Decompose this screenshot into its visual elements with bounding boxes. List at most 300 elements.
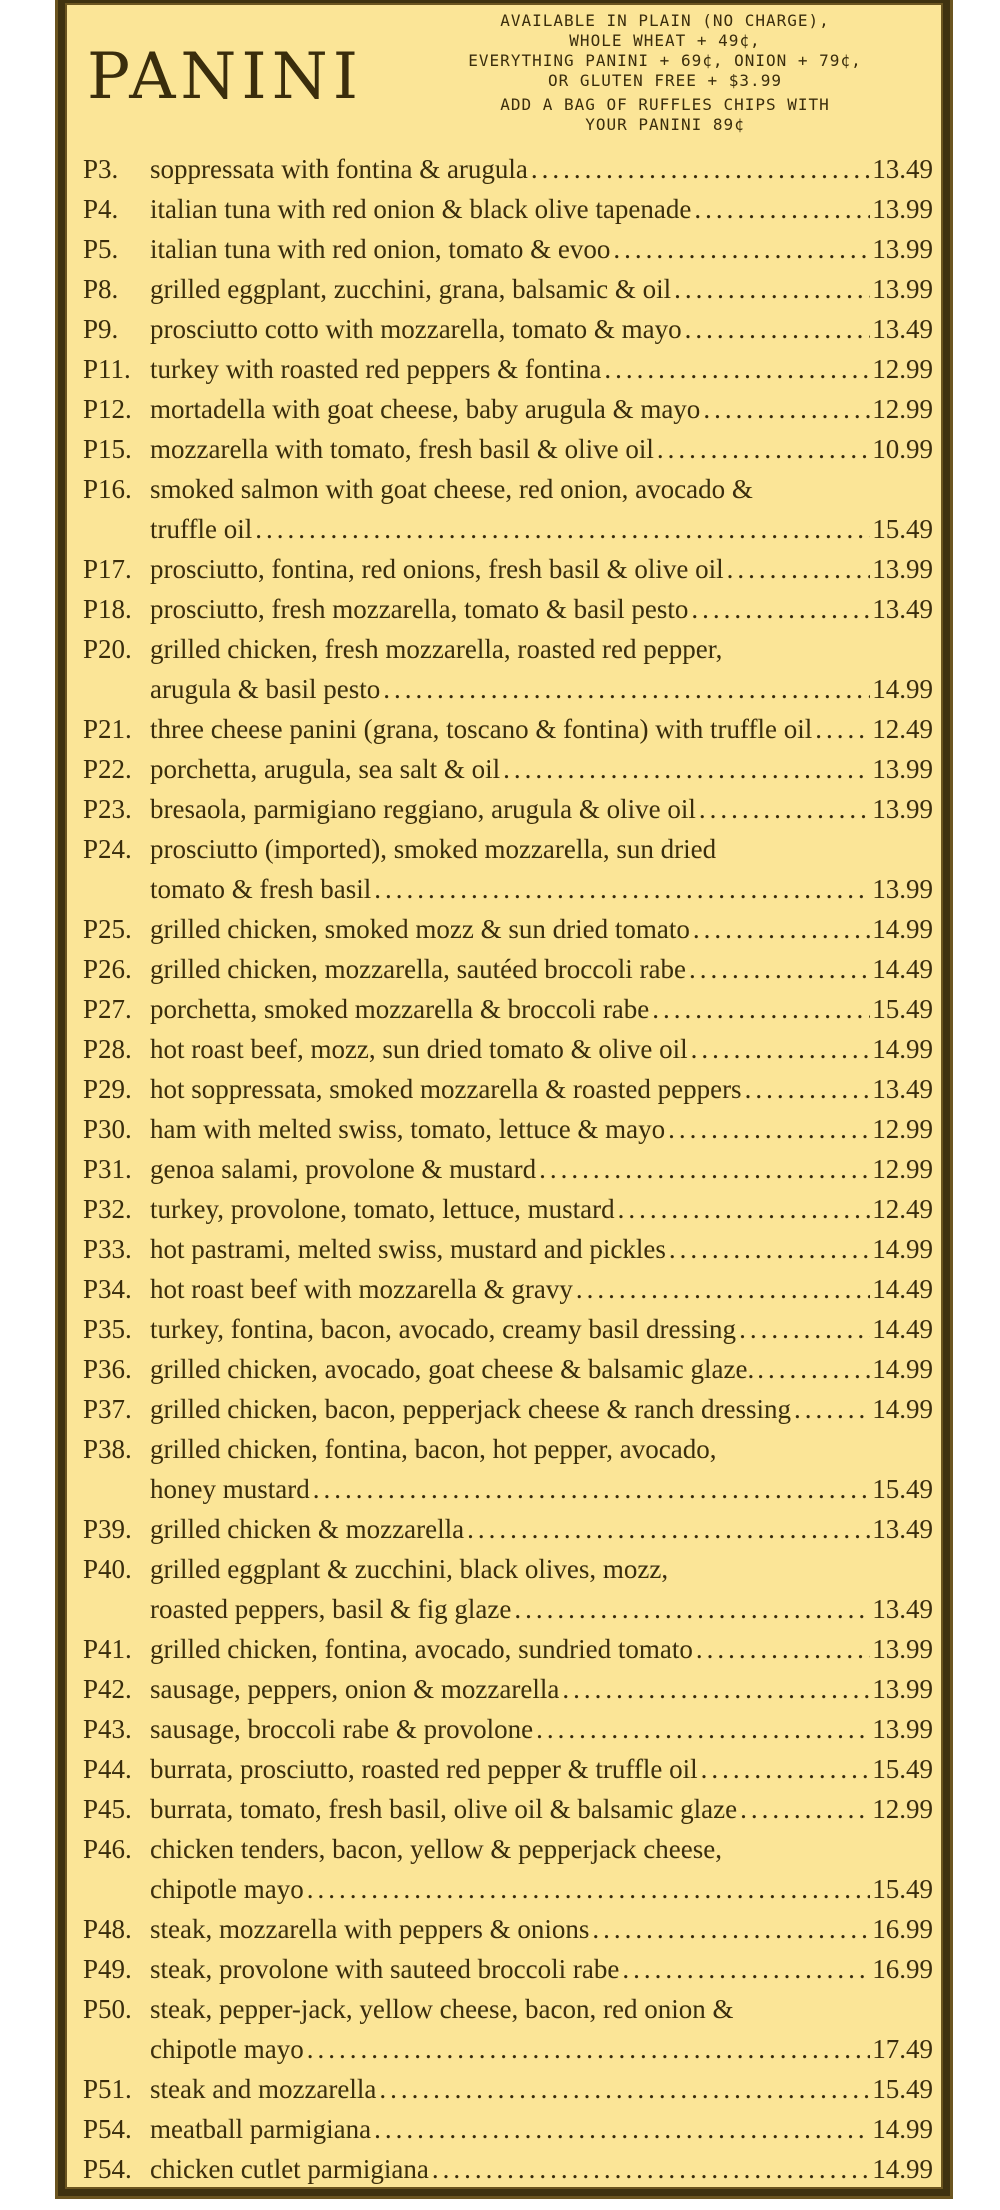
description-text: porchetta, smoked mozzarella & broccoli rabe — [150, 994, 650, 1024]
menu-item — [83, 469, 933, 549]
item-code: P40. — [83, 1554, 132, 1584]
item-price: 13.99 — [872, 194, 933, 224]
description-text: italian tuna with red onion, tomato & evoo — [150, 234, 611, 264]
description-text: sausage, broccoli rabe & provolone — [150, 1714, 534, 1744]
item-description — [150, 1549, 933, 1629]
menu-item — [83, 1309, 933, 1349]
description-text: grilled chicken, avocado, goat cheese & balsamic glaze. — [150, 1354, 755, 1384]
item-code: P35. — [83, 1314, 132, 1344]
menu-item — [83, 429, 933, 469]
description-text: ham with melted swiss, tomato, lettuce & mayo — [150, 1114, 666, 1144]
item-code: P4. — [83, 194, 119, 224]
dot-leader — [500, 749, 870, 789]
menu-item — [83, 1429, 933, 1509]
item-description — [150, 349, 933, 389]
dot-leader — [310, 1469, 871, 1509]
dot-leader — [696, 789, 870, 829]
description-line — [150, 1389, 933, 1429]
dot-leader — [671, 269, 870, 309]
item-code: P20. — [83, 634, 132, 664]
item-description — [150, 909, 933, 949]
dot-leader — [619, 1949, 870, 1989]
menu-item — [83, 1989, 933, 2069]
description-text: arugula & basil pesto — [150, 674, 381, 704]
item-price: 14.99 — [872, 1394, 933, 1424]
item-price: 15.49 — [872, 1474, 933, 1504]
item-code: P48. — [83, 1914, 132, 1944]
description-text: steak, pepper-jack, yellow cheese, bacon, red onion & — [150, 1994, 734, 2024]
item-price: 17.49 — [872, 2034, 933, 2064]
description-line — [150, 789, 933, 829]
item-code: P28. — [83, 1034, 132, 1064]
item-code: P45. — [83, 1794, 132, 1824]
menu-item — [83, 909, 933, 949]
item-price: 13.99 — [872, 1634, 933, 1664]
item-code: P26. — [83, 954, 132, 984]
item-price: 13.49 — [872, 1514, 933, 1544]
description-text: honey mustard — [150, 1474, 310, 1504]
description-line — [150, 1949, 933, 1989]
description-line — [150, 909, 933, 949]
description-line — [150, 1629, 933, 1669]
item-code: P46. — [83, 1834, 132, 1864]
item-code: P29. — [83, 1074, 132, 1104]
dot-leader — [610, 229, 870, 269]
item-price: 13.49 — [872, 154, 933, 184]
description-line — [150, 149, 933, 189]
dot-leader — [688, 589, 870, 629]
item-code: P33. — [83, 1234, 132, 1264]
item-code: P24. — [83, 834, 132, 864]
dot-leader — [688, 1029, 871, 1069]
item-description — [150, 229, 933, 269]
description-line — [150, 1149, 933, 1189]
dot-leader — [812, 709, 870, 749]
item-price: 14.99 — [872, 1234, 933, 1264]
dot-leader — [589, 1909, 870, 1949]
item-description — [150, 469, 933, 549]
item-code: P8. — [83, 274, 119, 304]
description-line — [150, 1109, 933, 1149]
description-line — [150, 509, 933, 549]
description-text: steak and mozzarella — [150, 2074, 377, 2104]
menu-item — [83, 949, 933, 989]
menu-item — [83, 1269, 933, 1309]
menu-item — [83, 1749, 933, 1789]
menu-item — [83, 549, 933, 589]
description-text: burrata, tomato, fresh basil, olive oil & balsamic glaze — [150, 1794, 738, 1824]
description-text: grilled eggplant, zucchini, grana, balsamic & oil — [150, 274, 672, 304]
menu-item — [83, 1029, 933, 1069]
item-code: P25. — [83, 914, 132, 944]
item-price: 14.99 — [872, 1034, 933, 1064]
menu-item — [83, 349, 933, 389]
description-line — [150, 1509, 933, 1549]
item-price: 13.49 — [872, 1594, 933, 1624]
item-price: 14.49 — [872, 954, 933, 984]
dot-leader — [666, 1229, 870, 1269]
item-description — [150, 1789, 933, 1829]
item-description — [150, 1709, 933, 1749]
description-text: hot roast beef with mozzarella & gravy — [150, 1274, 573, 1304]
item-price: 12.99 — [872, 1154, 933, 1184]
dot-leader — [615, 1189, 871, 1229]
description-line — [150, 869, 933, 909]
description-text: prosciutto, fontina, red onions, fresh basil & olive oil — [150, 554, 724, 584]
description-line — [150, 1029, 933, 1069]
description-text: genoa salami, provolone & mustard — [150, 1154, 537, 1184]
menu-item — [83, 1389, 933, 1429]
item-description — [150, 1269, 933, 1309]
description-line — [150, 1789, 933, 1829]
item-description — [150, 949, 933, 989]
menu-panel — [58, 0, 950, 2196]
item-description — [150, 1069, 933, 1109]
item-description — [150, 1949, 933, 1989]
item-price: 15.49 — [872, 514, 933, 544]
item-code: P15. — [83, 434, 132, 464]
item-description — [150, 589, 933, 629]
item-description — [150, 829, 933, 909]
dot-leader — [252, 509, 870, 549]
item-description — [150, 1389, 933, 1429]
description-text: chipotle mayo — [150, 1874, 304, 1904]
description-text: chicken cutlet parmigiana — [150, 2154, 429, 2184]
item-price: 13.99 — [872, 1674, 933, 1704]
menu-item — [83, 389, 933, 429]
description-line — [150, 2069, 933, 2109]
menu-item — [83, 1669, 933, 1709]
dot-leader — [693, 1629, 870, 1669]
description-text: mortadella with goat cheese, baby arugula & mayo — [150, 394, 701, 424]
menu-item — [83, 2069, 933, 2109]
description-line — [150, 229, 933, 269]
menu-item — [83, 309, 933, 349]
item-price: 13.99 — [872, 754, 933, 784]
item-code: P22. — [83, 754, 132, 784]
item-price: 14.99 — [872, 914, 933, 944]
dot-leader — [737, 1789, 870, 1829]
description-line — [150, 549, 933, 589]
description-text: grilled chicken, bacon, pepperjack cheese & ranch dressing — [150, 1394, 791, 1424]
dot-leader — [690, 909, 870, 949]
menu-item — [83, 829, 933, 909]
note-line: AVAILABLE IN PLAIN (NO CHARGE), — [500, 11, 830, 30]
dot-leader — [380, 669, 870, 709]
item-code: P11. — [83, 354, 131, 384]
dot-leader — [559, 1669, 870, 1709]
menu-header — [65, 3, 943, 148]
item-code: P23. — [83, 794, 132, 824]
description-line — [150, 389, 933, 429]
dot-leader — [376, 2069, 870, 2109]
description-line — [150, 589, 933, 629]
dot-leader — [573, 1269, 870, 1309]
description-text: bresaola, parmigiano reggiano, arugula & olive oil — [150, 794, 696, 824]
description-text: grilled chicken, fontina, bacon, hot pepper, avocado, — [150, 1434, 717, 1464]
menu-item — [83, 1509, 933, 1549]
item-description — [150, 269, 933, 309]
item-description — [150, 2109, 933, 2149]
description-text: three cheese panini (grana, toscano & fontina) with truffle oil — [150, 714, 813, 744]
dot-leader — [698, 1749, 871, 1789]
item-description — [150, 1629, 933, 1669]
dot-leader — [464, 1509, 870, 1549]
item-code: P18. — [83, 594, 132, 624]
item-price: 13.99 — [872, 274, 933, 304]
chips-note-line: YOUR PANINI 89¢ — [585, 115, 745, 134]
description-text: prosciutto, fresh mozzarella, tomato & basil pesto — [150, 594, 689, 624]
description-text: steak, mozzarella with peppers & onions — [150, 1914, 590, 1944]
item-price: 13.49 — [872, 594, 933, 624]
description-line — [150, 1269, 933, 1309]
dot-leader — [528, 149, 870, 189]
item-description — [150, 1309, 933, 1349]
dot-leader — [682, 309, 871, 349]
item-price: 15.49 — [872, 1754, 933, 1784]
dot-leader — [691, 189, 870, 229]
item-code: P43. — [83, 1714, 132, 1744]
item-price: 14.49 — [872, 1274, 933, 1304]
dot-leader — [304, 1869, 871, 1909]
dot-leader — [371, 869, 870, 909]
item-description — [150, 1749, 933, 1789]
menu-item — [83, 1549, 933, 1629]
item-price: 13.49 — [872, 314, 933, 344]
description-text: grilled eggplant & zucchini, black olives, mozz, — [150, 1554, 669, 1584]
item-code: P31. — [83, 1154, 132, 1184]
item-description — [150, 2149, 933, 2189]
menu-item — [83, 189, 933, 229]
description-line — [150, 309, 933, 349]
item-price: 12.99 — [872, 1114, 933, 1144]
description-text: hot roast beef, mozz, sun dried tomato & olive oil — [150, 1034, 688, 1064]
item-description — [150, 1669, 933, 1709]
item-code: P27. — [83, 994, 132, 1024]
description-text: chicken tenders, bacon, yellow & pepperjack cheese, — [150, 1834, 722, 1864]
menu-item — [83, 1629, 933, 1669]
description-line — [150, 749, 933, 789]
item-description — [150, 1829, 933, 1909]
bread-options-note — [400, 11, 930, 135]
item-description — [150, 549, 933, 589]
item-description — [150, 1149, 933, 1189]
item-price: 15.49 — [872, 1874, 933, 1904]
item-code: P44. — [83, 1754, 132, 1784]
item-price: 12.49 — [872, 714, 933, 744]
description-line — [150, 1229, 933, 1269]
menu-item — [83, 1109, 933, 1149]
item-code: P38. — [83, 1434, 132, 1464]
item-price: 13.99 — [872, 874, 933, 904]
dot-leader — [429, 2149, 870, 2189]
item-price: 12.49 — [872, 1194, 933, 1224]
description-text: roasted peppers, basil & fig glaze — [150, 1594, 512, 1624]
description-text: hot soppressata, smoked mozzarella & roasted peppers — [150, 1074, 742, 1104]
page-title: PANINI — [87, 40, 363, 114]
item-description — [150, 1349, 933, 1389]
item-price: 13.99 — [872, 554, 933, 584]
item-description — [150, 1989, 933, 2069]
dot-leader — [736, 1309, 870, 1349]
menu-item — [83, 629, 933, 709]
item-description — [150, 789, 933, 829]
item-code: P41. — [83, 1634, 132, 1664]
item-description — [150, 1029, 933, 1069]
item-price: 16.99 — [872, 1914, 933, 1944]
chips-note-line: ADD A BAG OF RUFFLES CHIPS WITH — [500, 95, 830, 114]
dot-leader — [649, 989, 870, 1029]
note-line: EVERYTHING PANINI + 69¢, ONION + 79¢, — [468, 51, 862, 70]
description-line — [150, 1309, 933, 1349]
item-description — [150, 1429, 933, 1509]
item-price: 14.99 — [872, 2114, 933, 2144]
description-line — [150, 349, 933, 389]
item-code: P54. — [83, 2154, 132, 2184]
description-line — [150, 669, 933, 709]
description-text: meatball parmigiana — [150, 2114, 372, 2144]
item-description — [150, 709, 933, 749]
item-description — [150, 149, 933, 189]
menu-item — [83, 589, 933, 629]
description-text: grilled chicken & mozzarella — [150, 1514, 465, 1544]
description-line — [150, 1709, 933, 1749]
menu-item — [83, 1709, 933, 1749]
item-price: 14.49 — [872, 1314, 933, 1344]
description-line — [150, 949, 933, 989]
item-price: 13.99 — [872, 234, 933, 264]
dot-leader — [601, 349, 870, 389]
description-text: turkey, fontina, bacon, avocado, creamy basil dressing — [150, 1314, 737, 1344]
dot-leader — [511, 1589, 870, 1629]
description-line — [150, 1869, 933, 1909]
menu-item — [83, 989, 933, 1029]
description-text: turkey, provolone, tomato, lettuce, mustard — [150, 1194, 615, 1224]
menu-item — [83, 789, 933, 829]
item-description — [150, 2069, 933, 2109]
description-text: prosciutto cotto with mozzarella, tomato & mayo — [150, 314, 682, 344]
menu-item — [83, 229, 933, 269]
description-line — [150, 1669, 933, 1709]
menu-item — [83, 1349, 933, 1389]
item-code: P54. — [83, 2114, 132, 2144]
item-code: P21. — [83, 714, 132, 744]
item-code: P50. — [83, 1994, 132, 2024]
description-text: grilled chicken, mozzarella, sautéed broccoli rabe — [150, 954, 686, 984]
menu-item — [83, 749, 933, 789]
dot-leader — [754, 1349, 870, 1389]
description-text: hot pastrami, melted swiss, mustard and pickles — [150, 1234, 666, 1264]
description-text: burrata, prosciutto, roasted red pepper & truffle oil — [150, 1754, 698, 1784]
description-line — [150, 629, 933, 669]
item-price: 13.49 — [872, 1074, 933, 1104]
item-price: 13.99 — [872, 794, 933, 824]
item-description — [150, 189, 933, 229]
description-text: prosciutto (imported), smoked mozzarella, sun dried — [150, 834, 717, 864]
item-code: P39. — [83, 1514, 132, 1544]
menu-item — [83, 149, 933, 189]
description-line — [150, 269, 933, 309]
dot-leader — [371, 2109, 870, 2149]
item-description — [150, 1509, 933, 1549]
dot-leader — [654, 429, 870, 469]
description-text: soppressata with fontina & arugula — [150, 154, 528, 184]
dot-leader — [533, 1709, 870, 1749]
item-code: P49. — [83, 1954, 132, 1984]
menu-item — [83, 2109, 933, 2149]
description-line — [150, 1589, 933, 1629]
description-text: grilled chicken, fresh mozzarella, roasted red pepper, — [150, 634, 723, 664]
description-line — [150, 2029, 933, 2069]
item-code: P3. — [83, 154, 119, 184]
item-description — [150, 1189, 933, 1229]
description-line — [150, 1829, 933, 1869]
note-line: WHOLE WHEAT + 49¢, — [569, 31, 761, 50]
item-price: 15.49 — [872, 2074, 933, 2104]
menu-item — [83, 1829, 933, 1909]
description-line — [150, 1989, 933, 2029]
item-description — [150, 1109, 933, 1149]
item-price: 14.99 — [872, 1354, 933, 1384]
description-text: smoked salmon with goat cheese, red onion, avocado & — [150, 474, 753, 504]
menu-item — [83, 1229, 933, 1269]
description-line — [150, 829, 933, 869]
item-price: 14.99 — [872, 2154, 933, 2184]
menu-item — [83, 1149, 933, 1189]
item-code: P32. — [83, 1194, 132, 1224]
item-price: 12.99 — [872, 394, 933, 424]
menu-item — [83, 269, 933, 309]
menu-list — [83, 149, 933, 2189]
description-line — [150, 1069, 933, 1109]
description-line — [150, 1909, 933, 1949]
item-description — [150, 749, 933, 789]
item-code: P42. — [83, 1674, 132, 1704]
item-price: 12.99 — [872, 354, 933, 384]
description-line — [150, 2109, 933, 2149]
description-line — [150, 2149, 933, 2189]
menu-item — [83, 2149, 933, 2189]
dot-leader — [686, 949, 870, 989]
description-text: tomato & fresh basil — [150, 874, 372, 904]
description-text: grilled chicken, fontina, avocado, sundried tomato — [150, 1634, 693, 1664]
description-line — [150, 1429, 933, 1469]
description-line — [150, 1189, 933, 1229]
item-code: P5. — [83, 234, 119, 264]
menu-item — [83, 1949, 933, 1989]
description-line — [150, 989, 933, 1029]
description-line — [150, 469, 933, 509]
item-code: P17. — [83, 554, 132, 584]
description-line — [150, 1469, 933, 1509]
dot-leader — [665, 1109, 870, 1149]
item-code: P36. — [83, 1354, 132, 1384]
menu-item — [83, 1069, 933, 1109]
item-description — [150, 389, 933, 429]
item-code: P30. — [83, 1114, 132, 1144]
item-code: P34. — [83, 1274, 132, 1304]
description-line — [150, 1349, 933, 1389]
item-price: 16.99 — [872, 1954, 933, 1984]
item-price: 14.99 — [872, 674, 933, 704]
item-description — [150, 1909, 933, 1949]
menu-item — [83, 1789, 933, 1829]
description-line — [150, 1749, 933, 1789]
description-text: grilled chicken, smoked mozz & sun dried tomato — [150, 914, 690, 944]
item-code: P12. — [83, 394, 132, 424]
description-line — [150, 709, 933, 749]
description-text: steak, provolone with sauteed broccoli rabe — [150, 1954, 620, 1984]
